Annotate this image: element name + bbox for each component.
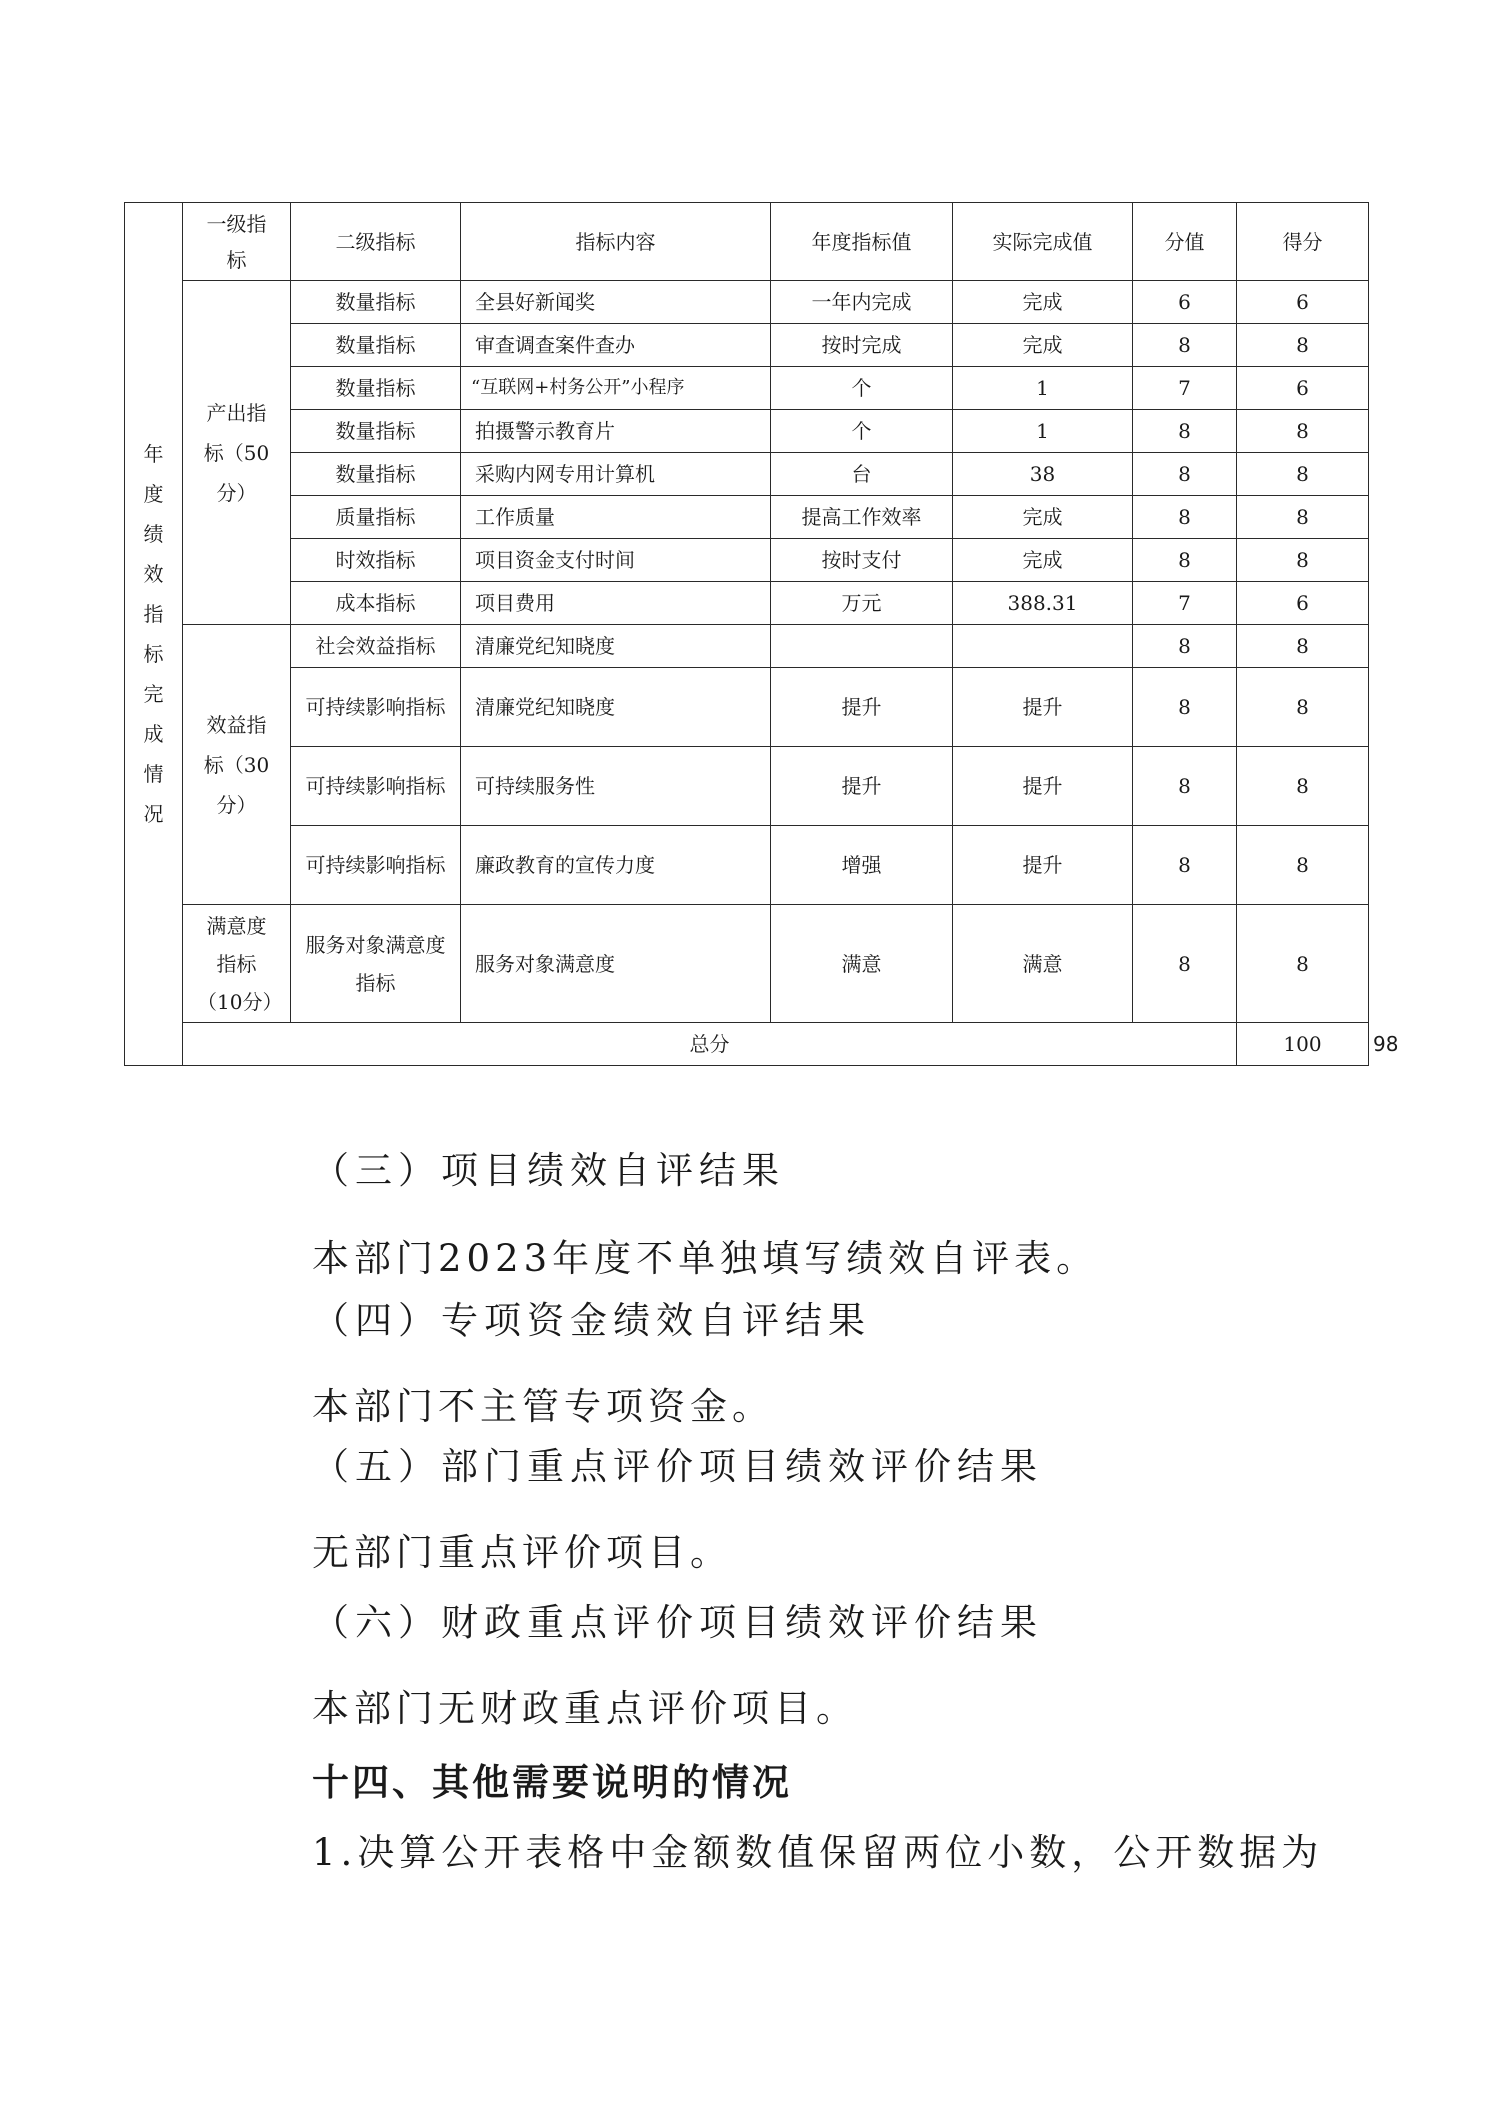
header-score: 得分	[1237, 203, 1369, 281]
row-target	[771, 625, 953, 668]
row-content: 项目费用	[461, 582, 771, 625]
row-weight: 8	[1133, 453, 1237, 496]
section-3-text: 本部门2023年度不单独填写绩效自评表。	[312, 1237, 1099, 1280]
row-score: 8	[1237, 668, 1369, 747]
table-row	[125, 324, 1369, 367]
row-level2: 数量指标	[291, 410, 461, 453]
row-actual: 提升	[953, 747, 1133, 826]
total-weight: 100	[1237, 1023, 1369, 1066]
row-weight: 8	[1133, 324, 1237, 367]
row-level2: 社会效益指标	[291, 625, 461, 668]
row-score: 6	[1237, 281, 1369, 324]
table-row	[125, 747, 1369, 826]
row-weight: 8	[1133, 410, 1237, 453]
row-score: 8	[1237, 747, 1369, 826]
section-5-title: （五）部门重点评价项目绩效评价结果	[312, 1445, 1043, 1488]
section-4-text: 本部门不主管专项资金。	[312, 1385, 774, 1428]
row-content: 全县好新闻奖	[461, 281, 771, 324]
row-level2: 成本指标	[291, 582, 461, 625]
row-level2: 服务对象满意度指标	[291, 905, 461, 1023]
row-target: 个	[771, 367, 953, 410]
row-weight: 8	[1133, 668, 1237, 747]
side-label-cell	[125, 203, 183, 1066]
row-level2: 可持续影响指标	[291, 668, 461, 747]
row-weight: 7	[1133, 582, 1237, 625]
row-actual	[953, 625, 1133, 668]
benefit-group-label: 效益指标（30分）	[183, 625, 291, 905]
row-content: 项目资金支付时间	[461, 539, 771, 582]
row-level2: 数量指标	[291, 367, 461, 410]
row-actual: 1	[953, 410, 1133, 453]
table-row	[125, 539, 1369, 582]
row-target: 万元	[771, 582, 953, 625]
table-row	[125, 410, 1369, 453]
table-row	[125, 826, 1369, 905]
row-content: 清廉党纪知晓度	[461, 625, 771, 668]
table-row	[125, 453, 1369, 496]
row-target: 提高工作效率	[771, 496, 953, 539]
row-weight: 8	[1133, 496, 1237, 539]
row-score: 6	[1237, 367, 1369, 410]
row-score: 8	[1237, 905, 1369, 1023]
table-total-row: 总分 100 98	[125, 1023, 1369, 1066]
row-weight: 8	[1133, 905, 1237, 1023]
row-weight: 7	[1133, 367, 1237, 410]
row-weight: 6	[1133, 281, 1237, 324]
header-level2: 二级指标	[291, 203, 461, 281]
table-row	[125, 367, 1369, 410]
section-14-title: 十四、其他需要说明的情况	[312, 1761, 792, 1804]
section-5-text: 无部门重点评价项目。	[312, 1531, 732, 1574]
row-actual: 38	[953, 453, 1133, 496]
row-score: 6	[1237, 582, 1369, 625]
row-target: 按时支付	[771, 539, 953, 582]
row-actual: 完成	[953, 496, 1133, 539]
table-row	[125, 905, 1369, 1023]
table-row	[125, 496, 1369, 539]
row-target: 满意	[771, 905, 953, 1023]
row-score: 8	[1237, 324, 1369, 367]
row-target: 按时完成	[771, 324, 953, 367]
header-level1: 一级指标	[183, 203, 291, 281]
table-header-row	[125, 203, 1369, 281]
row-score: 8	[1237, 539, 1369, 582]
row-target: 一年内完成	[771, 281, 953, 324]
total-label: 总分	[183, 1023, 1237, 1066]
row-weight: 8	[1133, 826, 1237, 905]
row-weight: 8	[1133, 539, 1237, 582]
row-actual: 388.31	[953, 582, 1133, 625]
row-weight: 8	[1133, 747, 1237, 826]
row-actual: 提升	[953, 826, 1133, 905]
satisfaction-group-label: 满意度指标（10分）	[183, 905, 291, 1023]
row-score: 8	[1237, 496, 1369, 539]
row-level2: 数量指标	[291, 281, 461, 324]
row-score: 8	[1237, 625, 1369, 668]
row-level2: 可持续影响指标	[291, 826, 461, 905]
row-level2: 可持续影响指标	[291, 747, 461, 826]
row-content: “互联网+村务公开”小程序	[461, 367, 771, 410]
row-content: 审查调查案件查办	[461, 324, 771, 367]
row-actual: 提升	[953, 668, 1133, 747]
section-4-title: （四）专项资金绩效自评结果	[312, 1299, 871, 1342]
header-weight: 分值	[1133, 203, 1237, 281]
row-level2: 数量指标	[291, 453, 461, 496]
table-row	[125, 668, 1369, 747]
section-3-title: （三）项目绩效自评结果	[312, 1149, 785, 1192]
side-label: 年度绩效指标完成情况	[143, 442, 164, 826]
header-annual-target: 年度指标值	[771, 203, 953, 281]
row-target: 台	[771, 453, 953, 496]
row-score: 8	[1237, 453, 1369, 496]
row-weight: 8	[1133, 625, 1237, 668]
row-actual: 完成	[953, 539, 1133, 582]
row-actual: 1	[953, 367, 1133, 410]
header-actual-value: 实际完成值	[953, 203, 1133, 281]
row-actual: 完成	[953, 324, 1133, 367]
row-level2: 质量指标	[291, 496, 461, 539]
row-content: 工作质量	[461, 496, 771, 539]
section-6-title: （六）财政重点评价项目绩效评价结果	[312, 1601, 1043, 1644]
row-target: 增强	[771, 826, 953, 905]
section-6-text: 本部门无财政重点评价项目。	[312, 1687, 858, 1730]
table-row	[125, 582, 1369, 625]
row-level2: 时效指标	[291, 539, 461, 582]
table-row	[125, 281, 1369, 324]
row-content: 采购内网专用计算机	[461, 453, 771, 496]
row-score: 8	[1237, 410, 1369, 453]
row-score: 8	[1237, 826, 1369, 905]
row-content: 可持续服务性	[461, 747, 771, 826]
table-row	[125, 625, 1369, 668]
row-target: 个	[771, 410, 953, 453]
row-content: 廉政教育的宣传力度	[461, 826, 771, 905]
row-content: 拍摄警示教育片	[461, 410, 771, 453]
row-actual: 完成	[953, 281, 1133, 324]
row-target: 提升	[771, 747, 953, 826]
row-content: 服务对象满意度	[461, 905, 771, 1023]
performance-table	[124, 202, 1399, 1066]
header-content: 指标内容	[461, 203, 771, 281]
row-content: 清廉党纪知晓度	[461, 668, 771, 747]
section-14-text: 1.决算公开表格中金额数值保留两位小数，公开数据为	[312, 1831, 1324, 1874]
row-actual: 满意	[953, 905, 1133, 1023]
row-target: 提升	[771, 668, 953, 747]
row-level2: 数量指标	[291, 324, 461, 367]
output-group-label: 产出指标（50分）	[183, 281, 291, 625]
